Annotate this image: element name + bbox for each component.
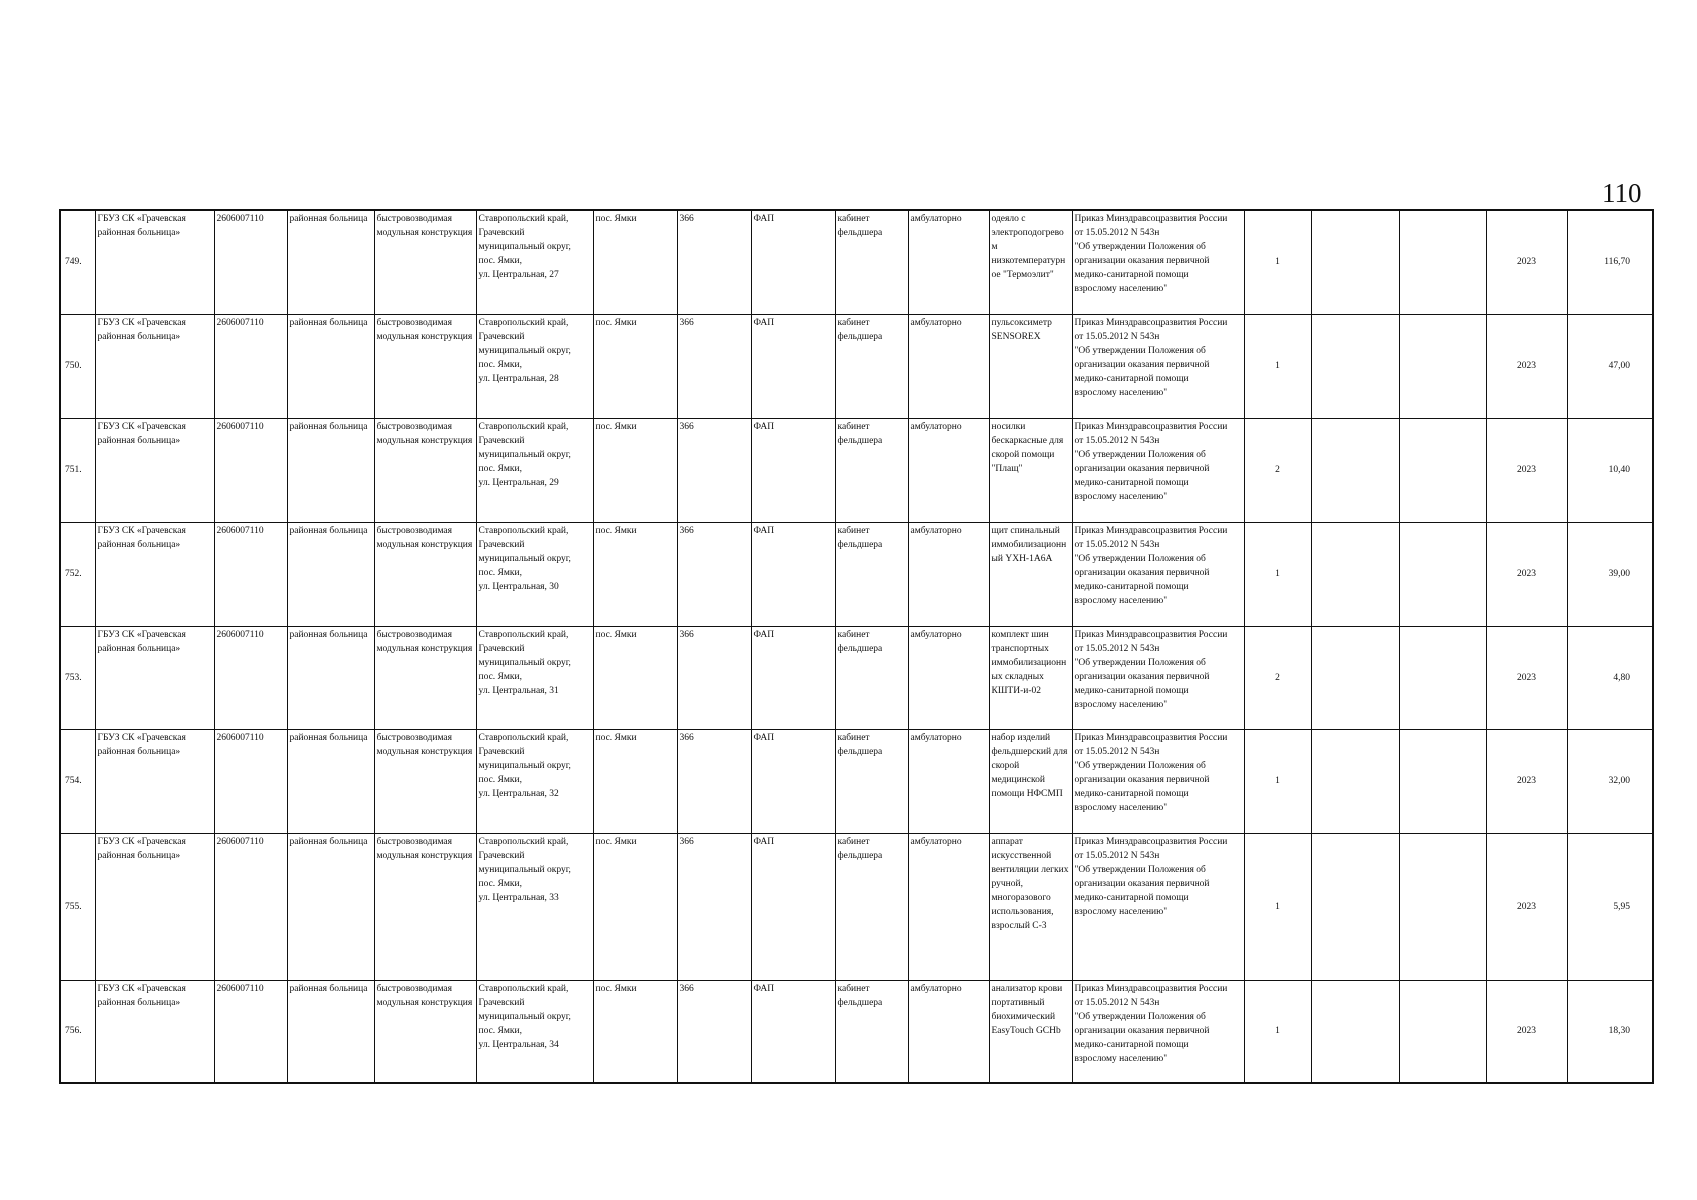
room-cell: кабинет фельдшера [835, 729, 908, 833]
facility-type-cell: районная больница [287, 314, 374, 418]
population-cell: 366 [677, 729, 751, 833]
order-line: от 15.05.2012 N 543н [1074, 997, 1160, 1008]
page-number: 110 [1602, 178, 1642, 208]
room-cell: кабинет фельдшера [835, 980, 908, 1083]
quantity-cell: 1 [1244, 729, 1311, 833]
room-cell: кабинет фельдшера [835, 522, 908, 626]
order-line: медико-санитарной помощи [1074, 373, 1189, 384]
order-line: Приказ Минздравсоцразвития России [1074, 629, 1228, 640]
facility-cell: ФАП [751, 980, 835, 1083]
address-line: ул. Центральная, 28 [478, 373, 559, 384]
population-cell: 366 [677, 522, 751, 626]
care-type-cell: амбулаторно [908, 522, 989, 626]
order-line: Приказ Минздравсоцразвития России [1074, 525, 1228, 536]
address-line: пос. Ямки, [478, 463, 522, 474]
table-row [60, 626, 1653, 729]
quantity-cell: 2 [1244, 418, 1311, 522]
locality-cell: пос. Ямки [593, 522, 677, 626]
facility-cell: ФАП [751, 833, 835, 980]
address-cell [476, 980, 593, 1083]
construction-cell: быстровозводимая модульная конструкция [374, 833, 476, 980]
cost-cell: 4,80 [1567, 626, 1653, 729]
facility-type-cell: районная больница [287, 210, 374, 314]
address-line: ул. Центральная, 33 [478, 892, 559, 903]
order-line: "Об утверждении Положения об [1074, 760, 1206, 771]
address-line: Ставропольский край, [478, 983, 569, 994]
empty-cell [1311, 418, 1399, 522]
row-number-cell: 755. [60, 833, 95, 980]
care-type-cell: амбулаторно [908, 729, 989, 833]
equipment-registry-table [59, 209, 1654, 1084]
table-body [60, 210, 1653, 1083]
address-line: Грачевский [478, 643, 525, 654]
equipment-cell: щит спинальный иммобилизационный YXH-1A6A [989, 522, 1072, 626]
construction-cell: быстровозводимая модульная конструкция [374, 418, 476, 522]
locality-cell: пос. Ямки [593, 418, 677, 522]
cost-cell: 47,00 [1567, 314, 1653, 418]
inn-cell: 2606007110 [214, 729, 287, 833]
address-cell [476, 210, 593, 314]
order-line: медико-санитарной помощи [1074, 270, 1189, 280]
address-line: ул. Центральная, 29 [478, 477, 559, 488]
empty-cell [1311, 522, 1399, 626]
room-cell: кабинет фельдшера [835, 418, 908, 522]
care-type-cell: амбулаторно [908, 314, 989, 418]
order-line: "Об утверждении Положения об [1074, 864, 1206, 875]
address-line: Грачевский [478, 228, 525, 238]
construction-cell: быстровозводимая модульная конструкция [374, 210, 476, 314]
population-cell: 366 [677, 626, 751, 729]
construction-cell: быстровозводимая модульная конструкция [374, 980, 476, 1083]
order-cell [1072, 522, 1244, 626]
order-line: организации оказания первичной [1074, 1025, 1210, 1036]
empty-cell [1311, 980, 1399, 1083]
empty-cell [1311, 833, 1399, 980]
order-line: от 15.05.2012 N 543н [1074, 746, 1160, 757]
order-line: Приказ Минздравсоцразвития России [1074, 317, 1228, 328]
locality-cell: пос. Ямки [593, 980, 677, 1083]
table-row [60, 980, 1653, 1083]
order-line: взрослому населению" [1074, 1053, 1168, 1064]
empty-cell [1311, 729, 1399, 833]
order-line: Приказ Минздравсоцразвития России [1074, 836, 1228, 847]
order-cell [1072, 418, 1244, 522]
locality-cell: пос. Ямки [593, 314, 677, 418]
address-line: Ставропольский край, [478, 836, 569, 847]
order-line: взрослому населению" [1074, 802, 1168, 813]
table-row [60, 210, 1653, 314]
address-line: пос. Ямки, [478, 774, 522, 785]
cost-cell: 10,40 [1567, 418, 1653, 522]
cost-cell: 5,95 [1567, 833, 1653, 980]
empty-cell [1399, 522, 1486, 626]
inn-cell: 2606007110 [214, 314, 287, 418]
order-line: организации оказания первичной [1074, 671, 1210, 682]
order-line: от 15.05.2012 N 543н [1074, 539, 1160, 550]
table-row [60, 729, 1653, 833]
address-line: Грачевский [478, 331, 525, 342]
row-number-cell: 749. [60, 210, 95, 314]
year-cell: 2023 [1486, 833, 1567, 980]
year-cell: 2023 [1486, 980, 1567, 1083]
order-line: организации оказания первичной [1074, 463, 1210, 474]
address-line: пос. Ямки, [478, 567, 522, 578]
address-line: пос. Ямки, [478, 256, 522, 266]
organization-cell: ГБУЗ СК «Грачевская районная больница» [95, 418, 214, 522]
facility-cell: ФАП [751, 314, 835, 418]
equipment-cell: аппарат искусственной вентиляции легких ручной, многоразового использования, взрослый С-3 [989, 833, 1072, 980]
address-line: муниципальный округ, [478, 449, 571, 460]
address-cell [476, 418, 593, 522]
inn-cell: 2606007110 [214, 833, 287, 980]
address-line: пос. Ямки, [478, 671, 522, 682]
order-line: "Об утверждении Положения об [1074, 657, 1206, 668]
address-line: ул. Центральная, 31 [478, 685, 559, 696]
address-cell [476, 833, 593, 980]
order-cell [1072, 210, 1244, 314]
organization-cell: ГБУЗ СК «Грачевская районная больница» [95, 833, 214, 980]
address-line: муниципальный округ, [478, 760, 571, 771]
order-cell [1072, 833, 1244, 980]
row-number-cell: 754. [60, 729, 95, 833]
order-line: организации оказания первичной [1074, 567, 1210, 578]
order-line: взрослому населению" [1074, 699, 1168, 710]
construction-cell: быстровозводимая модульная конструкция [374, 314, 476, 418]
facility-type-cell: районная больница [287, 626, 374, 729]
locality-cell: пос. Ямки [593, 833, 677, 980]
order-line: "Об утверждении Положения об [1074, 1011, 1206, 1022]
inn-cell: 2606007110 [214, 980, 287, 1083]
order-line: "Об утверждении Положения об [1074, 242, 1206, 252]
order-cell [1072, 314, 1244, 418]
table-row [60, 522, 1653, 626]
facility-cell: ФАП [751, 522, 835, 626]
organization-cell: ГБУЗ СК «Грачевская районная больница» [95, 314, 214, 418]
order-line: взрослому населению" [1074, 491, 1168, 502]
order-cell [1072, 626, 1244, 729]
address-line: муниципальный округ, [478, 864, 571, 875]
order-line: медико-санитарной помощи [1074, 892, 1189, 903]
empty-cell [1399, 314, 1486, 418]
care-type-cell: амбулаторно [908, 980, 989, 1083]
address-line: ул. Центральная, 30 [478, 581, 559, 592]
population-cell: 366 [677, 210, 751, 314]
address-line: ул. Центральная, 32 [478, 788, 559, 799]
order-line: "Об утверждении Положения об [1074, 449, 1206, 460]
cost-cell: 18,30 [1567, 980, 1653, 1083]
equipment-cell: набор изделий фельдшерский для скорой медицинской помощи НФСМП [989, 729, 1072, 833]
year-cell: 2023 [1486, 626, 1567, 729]
address-cell [476, 626, 593, 729]
empty-cell [1399, 833, 1486, 980]
quantity-cell: 1 [1244, 210, 1311, 314]
row-number-cell: 751. [60, 418, 95, 522]
year-cell: 2023 [1486, 522, 1567, 626]
order-line: Приказ Минздравсоцразвития России [1074, 983, 1228, 994]
order-line: Приказ Минздравсоцразвития России [1074, 732, 1228, 743]
order-line: Приказ Минздравсоцразвития России [1074, 214, 1228, 224]
facility-cell: ФАП [751, 418, 835, 522]
organization-cell: ГБУЗ СК «Грачевская районная больница» [95, 210, 214, 314]
order-line: медико-санитарной помощи [1074, 788, 1189, 799]
address-line: пос. Ямки, [478, 359, 522, 370]
order-line: "Об утверждении Положения об [1074, 553, 1206, 564]
order-line: организации оказания первичной [1074, 774, 1210, 785]
address-line: Ставропольский край, [478, 629, 569, 640]
order-line: организации оказания первичной [1074, 359, 1210, 370]
empty-cell [1399, 980, 1486, 1083]
table-row [60, 418, 1653, 522]
construction-cell: быстровозводимая модульная конструкция [374, 626, 476, 729]
cost-cell: 116,70 [1567, 210, 1653, 314]
care-type-cell: амбулаторно [908, 626, 989, 729]
locality-cell: пос. Ямки [593, 729, 677, 833]
care-type-cell: амбулаторно [908, 210, 989, 314]
population-cell: 366 [677, 314, 751, 418]
inn-cell: 2606007110 [214, 626, 287, 729]
address-line: пос. Ямки, [478, 1025, 522, 1036]
order-line: "Об утверждении Положения об [1074, 345, 1206, 356]
address-line: Грачевский [478, 435, 525, 446]
address-line: Грачевский [478, 997, 525, 1008]
address-line: Грачевский [478, 539, 525, 550]
table-row [60, 314, 1653, 418]
quantity-cell: 1 [1244, 522, 1311, 626]
facility-type-cell: районная больница [287, 833, 374, 980]
address-cell [476, 314, 593, 418]
address-line: пос. Ямки, [478, 878, 522, 889]
address-line: муниципальный округ, [478, 242, 571, 252]
address-line: Ставропольский край, [478, 525, 569, 536]
construction-cell: быстровозводимая модульная конструкция [374, 729, 476, 833]
population-cell: 366 [677, 980, 751, 1083]
empty-cell [1399, 729, 1486, 833]
table-row [60, 833, 1653, 980]
organization-cell: ГБУЗ СК «Грачевская районная больница» [95, 522, 214, 626]
order-line: взрослому населению" [1074, 284, 1168, 294]
row-number-cell: 752. [60, 522, 95, 626]
order-line: от 15.05.2012 N 543н [1074, 435, 1160, 446]
organization-cell: ГБУЗ СК «Грачевская районная больница» [95, 980, 214, 1083]
equipment-cell: одеяло с электроподогревом низкотемпературное "Термоэлит" [989, 210, 1072, 314]
room-cell: кабинет фельдшера [835, 314, 908, 418]
address-line: муниципальный округ, [478, 345, 571, 356]
address-line: Ставропольский край, [478, 317, 569, 328]
order-line: взрослому населению" [1074, 906, 1168, 917]
order-line: от 15.05.2012 N 543н [1074, 331, 1160, 342]
address-line: муниципальный округ, [478, 1011, 571, 1022]
equipment-cell: пульсоксиметр SENSOREX [989, 314, 1072, 418]
facility-cell: ФАП [751, 729, 835, 833]
inn-cell: 2606007110 [214, 210, 287, 314]
empty-cell [1399, 418, 1486, 522]
equipment-cell: носилки бескаркасные для скорой помощи "Плащ" [989, 418, 1072, 522]
quantity-cell: 1 [1244, 314, 1311, 418]
equipment-cell: анализатор крови портативный биохимический EasyTouch GCHb [989, 980, 1072, 1083]
row-number-cell: 750. [60, 314, 95, 418]
address-line: муниципальный округ, [478, 657, 571, 668]
quantity-cell: 1 [1244, 980, 1311, 1083]
order-cell [1072, 729, 1244, 833]
room-cell: кабинет фельдшера [835, 833, 908, 980]
facility-type-cell: районная больница [287, 522, 374, 626]
locality-cell: пос. Ямки [593, 210, 677, 314]
order-line: от 15.05.2012 N 543н [1074, 643, 1160, 654]
inn-cell: 2606007110 [214, 522, 287, 626]
order-line: организации оказания первичной [1074, 256, 1210, 266]
address-line: ул. Центральная, 27 [478, 270, 559, 280]
address-line: Грачевский [478, 746, 525, 757]
equipment-cell: комплект шин транспортных иммобилизационных складных КШТИ-и-02 [989, 626, 1072, 729]
cost-cell: 32,00 [1567, 729, 1653, 833]
care-type-cell: амбулаторно [908, 833, 989, 980]
address-line: Ставропольский край, [478, 421, 569, 432]
address-line: муниципальный округ, [478, 553, 571, 564]
locality-cell: пос. Ямки [593, 626, 677, 729]
order-line: от 15.05.2012 N 543н [1074, 850, 1160, 861]
address-line: Ставропольский край, [478, 214, 569, 224]
room-cell: кабинет фельдшера [835, 626, 908, 729]
row-number-cell: 753. [60, 626, 95, 729]
facility-cell: ФАП [751, 626, 835, 729]
room-cell: кабинет фельдшера [835, 210, 908, 314]
facility-type-cell: районная больница [287, 729, 374, 833]
order-line: организации оказания первичной [1074, 878, 1210, 889]
year-cell: 2023 [1486, 418, 1567, 522]
order-line: медико-санитарной помощи [1074, 685, 1189, 696]
address-line: Ставропольский край, [478, 732, 569, 743]
order-line: медико-санитарной помощи [1074, 477, 1189, 488]
facility-cell: ФАП [751, 210, 835, 314]
order-line: взрослому населению" [1074, 387, 1168, 398]
organization-cell: ГБУЗ СК «Грачевская районная больница» [95, 626, 214, 729]
year-cell: 2023 [1486, 729, 1567, 833]
year-cell: 2023 [1486, 314, 1567, 418]
order-line: взрослому населению" [1074, 595, 1168, 606]
population-cell: 366 [677, 418, 751, 522]
construction-cell: быстровозводимая модульная конструкция [374, 522, 476, 626]
facility-type-cell: районная больница [287, 418, 374, 522]
inn-cell: 2606007110 [214, 418, 287, 522]
care-type-cell: амбулаторно [908, 418, 989, 522]
order-line: от 15.05.2012 N 543н [1074, 228, 1160, 238]
facility-type-cell: районная больница [287, 980, 374, 1083]
order-cell [1072, 980, 1244, 1083]
order-line: медико-санитарной помощи [1074, 581, 1189, 592]
organization-cell: ГБУЗ СК «Грачевская районная больница» [95, 729, 214, 833]
empty-cell [1311, 314, 1399, 418]
quantity-cell: 2 [1244, 626, 1311, 729]
address-cell [476, 729, 593, 833]
cost-cell: 39,00 [1567, 522, 1653, 626]
empty-cell [1399, 210, 1486, 314]
population-cell: 366 [677, 833, 751, 980]
empty-cell [1311, 210, 1399, 314]
order-line: медико-санитарной помощи [1074, 1039, 1189, 1050]
empty-cell [1311, 626, 1399, 729]
address-line: ул. Центральная, 34 [478, 1039, 559, 1050]
row-number-cell: 756. [60, 980, 95, 1083]
quantity-cell: 1 [1244, 833, 1311, 980]
year-cell: 2023 [1486, 210, 1567, 314]
empty-cell [1399, 626, 1486, 729]
address-cell [476, 522, 593, 626]
order-line: Приказ Минздравсоцразвития России [1074, 421, 1228, 432]
address-line: Грачевский [478, 850, 525, 861]
